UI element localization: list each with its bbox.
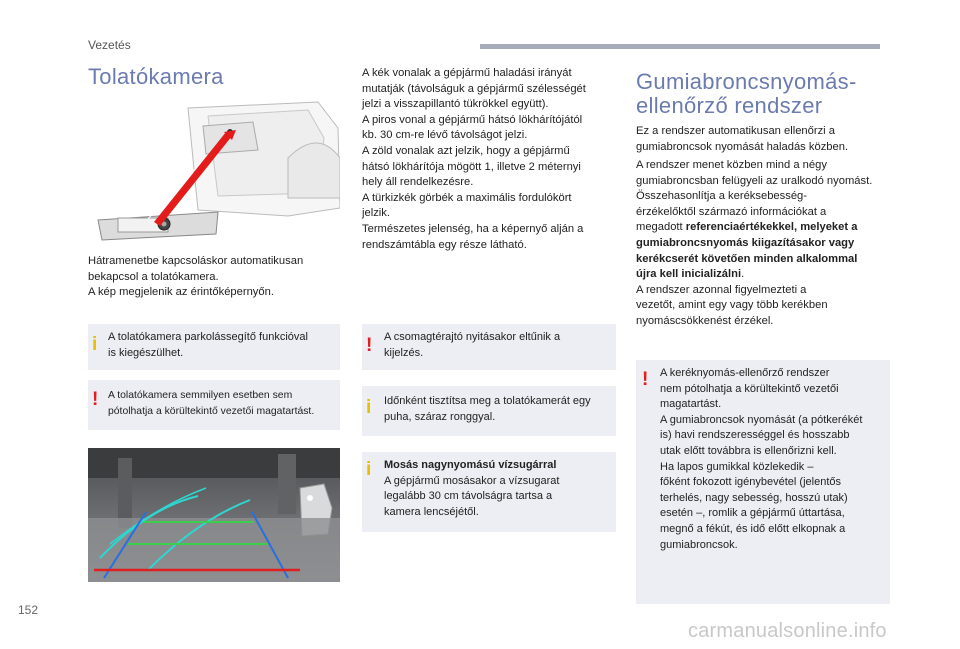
note-line: A keréknyomás-ellenőrző rendszer bbox=[660, 367, 830, 379]
emphasis-text: gumiabroncsnyomás kiigazításakor vagy bbox=[636, 236, 855, 249]
camera-location-illustration bbox=[88, 98, 340, 248]
warning-marker-icon: ! bbox=[92, 389, 99, 410]
description-line: rendszámtábla egy része látható. bbox=[362, 238, 527, 251]
camera-parking-assist-note bbox=[88, 324, 340, 370]
text-line bbox=[636, 236, 898, 252]
text-fragment: megadott bbox=[636, 221, 686, 234]
text-line bbox=[636, 252, 898, 268]
title-line: ellenőrző rendszer bbox=[636, 93, 823, 118]
note-line: A csomagtérajtó nyitásakor eltűnik a bbox=[384, 331, 561, 343]
cleaning-note bbox=[362, 386, 616, 436]
note-line: is kiegészülhet. bbox=[108, 346, 184, 359]
title-line: Gumiabroncsnyomás- bbox=[636, 69, 857, 94]
description-line: Természetes jelenség, ha a képernyő alján a bbox=[362, 222, 584, 235]
note-line: Időnként tisztítsa meg a tolatókamerát egy bbox=[384, 395, 591, 407]
note-line: A gumiabroncsok nyomását (a pótkerékét bbox=[660, 413, 863, 426]
note-line: kijelzés. bbox=[384, 346, 424, 359]
note-line: A tolatókamera semmilyen esetben sem bbox=[108, 390, 293, 401]
pressure-wash-note bbox=[362, 452, 616, 532]
camera-driving-warning bbox=[88, 380, 340, 430]
emphasis-text: kerékcserét követően minden alkalommal bbox=[636, 252, 858, 265]
camera-view-image bbox=[88, 448, 340, 582]
tpms-intro bbox=[636, 124, 898, 155]
info-marker-icon: i bbox=[366, 397, 372, 418]
text-line: gumiabroncsok nyomását haladás közben. bbox=[636, 140, 849, 153]
camera-intro bbox=[88, 254, 340, 301]
note-line: is) havi rendszerességgel és hosszabb bbox=[660, 429, 850, 442]
warning-marker-icon: ! bbox=[366, 335, 373, 356]
text-line bbox=[636, 267, 898, 283]
text-line: nyomáscsökkenést érzékel. bbox=[636, 314, 774, 327]
intro-line: A kép megjelenik az érintőképernyőn. bbox=[88, 286, 274, 299]
info-marker-icon: i bbox=[366, 459, 372, 480]
note-line: kamera lencséjétől. bbox=[384, 505, 479, 518]
emphasis-text: újra kell inicializálni bbox=[636, 268, 742, 281]
watermark: carmanualsonline.info bbox=[688, 620, 887, 642]
note-line: pótolhatja a körültekintő vezetői magatartást. bbox=[108, 405, 315, 417]
description-line: jelzi a visszapillantó tükrökkel együtt). bbox=[362, 98, 549, 111]
camera-lines-description bbox=[362, 66, 616, 253]
intro-line: bekapcsol a tolatókamera. bbox=[88, 270, 219, 283]
tpms-description bbox=[636, 158, 898, 330]
page-number: 152 bbox=[18, 603, 39, 617]
note-line: esetén –, romlik a gépjármű úttartása, bbox=[660, 507, 845, 520]
note-line: főként fokozott igénybevétel (jelentős bbox=[660, 476, 842, 489]
text-line: vezetőt, amint egy vagy több kerékben bbox=[636, 299, 828, 312]
note-line: utak előtt továbbra is ellenőrizni kell. bbox=[660, 444, 837, 457]
text-line bbox=[636, 220, 898, 236]
note-title: Mosás nagynyomású vízsugárral bbox=[384, 459, 557, 471]
note-line: nem pótolhatja a körültekintő vezetői bbox=[660, 382, 839, 395]
note-line: megnő a fékút, és idő előtt elkopnak a bbox=[660, 522, 846, 535]
description-line: hátsó lökhárítója mögött 1, illetve 2 méternyi bbox=[362, 160, 581, 173]
description-line: A türkizkék görbék a maximális fordulókört bbox=[362, 191, 572, 204]
header-bar bbox=[480, 44, 880, 49]
description-line: A piros vonal a gépjármű hátsó lökhárítójától bbox=[362, 113, 583, 126]
description-line: jelzik. bbox=[362, 207, 390, 220]
note-line: terhelés, nagy sebesség, hosszú utak) bbox=[660, 491, 848, 504]
text-line: gumiabroncsban felügyeli az uralkodó nyomást. bbox=[636, 174, 873, 187]
section-label: Vezetés bbox=[88, 38, 131, 52]
warning-marker-icon: ! bbox=[642, 369, 649, 390]
note-line: gumiabroncsok. bbox=[660, 538, 738, 551]
description-line: mutatják (távolságuk a gépjármű szélességét bbox=[362, 82, 586, 95]
note-line: puha, száraz ronggyal. bbox=[384, 410, 496, 423]
description-line: A kék vonalak a gépjármű haladási irányát bbox=[362, 67, 572, 79]
text-fragment: . bbox=[741, 268, 745, 281]
tpms-warning bbox=[636, 360, 890, 604]
tailgate-warning bbox=[362, 324, 616, 370]
description-line: A zöld vonalak azt jelzik, hogy a gépjármű bbox=[362, 144, 570, 157]
text-line: Összehasonlítja a keréksebesség- bbox=[636, 190, 808, 203]
note-line: Ha lapos gumikkal közlekedik – bbox=[660, 460, 814, 473]
note-line: A tolatókamera parkolássegítő funkcióval bbox=[108, 331, 308, 343]
note-line: magatartást. bbox=[660, 398, 722, 411]
note-line: A gépjármű mosásakor a vízsugarat bbox=[384, 474, 560, 487]
description-line: hely áll rendelkezésre. bbox=[362, 176, 474, 189]
description-line: kb. 30 cm-re lévő távolságot jelzi. bbox=[362, 129, 528, 142]
tpms-title bbox=[636, 70, 857, 118]
intro-line: Hátramenetbe kapcsoláskor automatikusan bbox=[88, 255, 304, 267]
emphasis-text: referenciaértékekkel, melyeket a bbox=[685, 221, 858, 234]
info-marker-icon: i bbox=[92, 334, 98, 355]
text-line: érzékelőktől származó információkat a bbox=[636, 205, 827, 218]
text-line: Ez a rendszer automatikusan ellenőrzi a bbox=[636, 125, 835, 137]
camera-title: Tolatókamera bbox=[88, 64, 224, 89]
text-line: A rendszer azonnal figyelmezteti a bbox=[636, 283, 807, 296]
text-line: A rendszer menet közben mind a négy bbox=[636, 159, 827, 171]
note-line: legalább 30 cm távolságra tartsa a bbox=[384, 490, 553, 502]
